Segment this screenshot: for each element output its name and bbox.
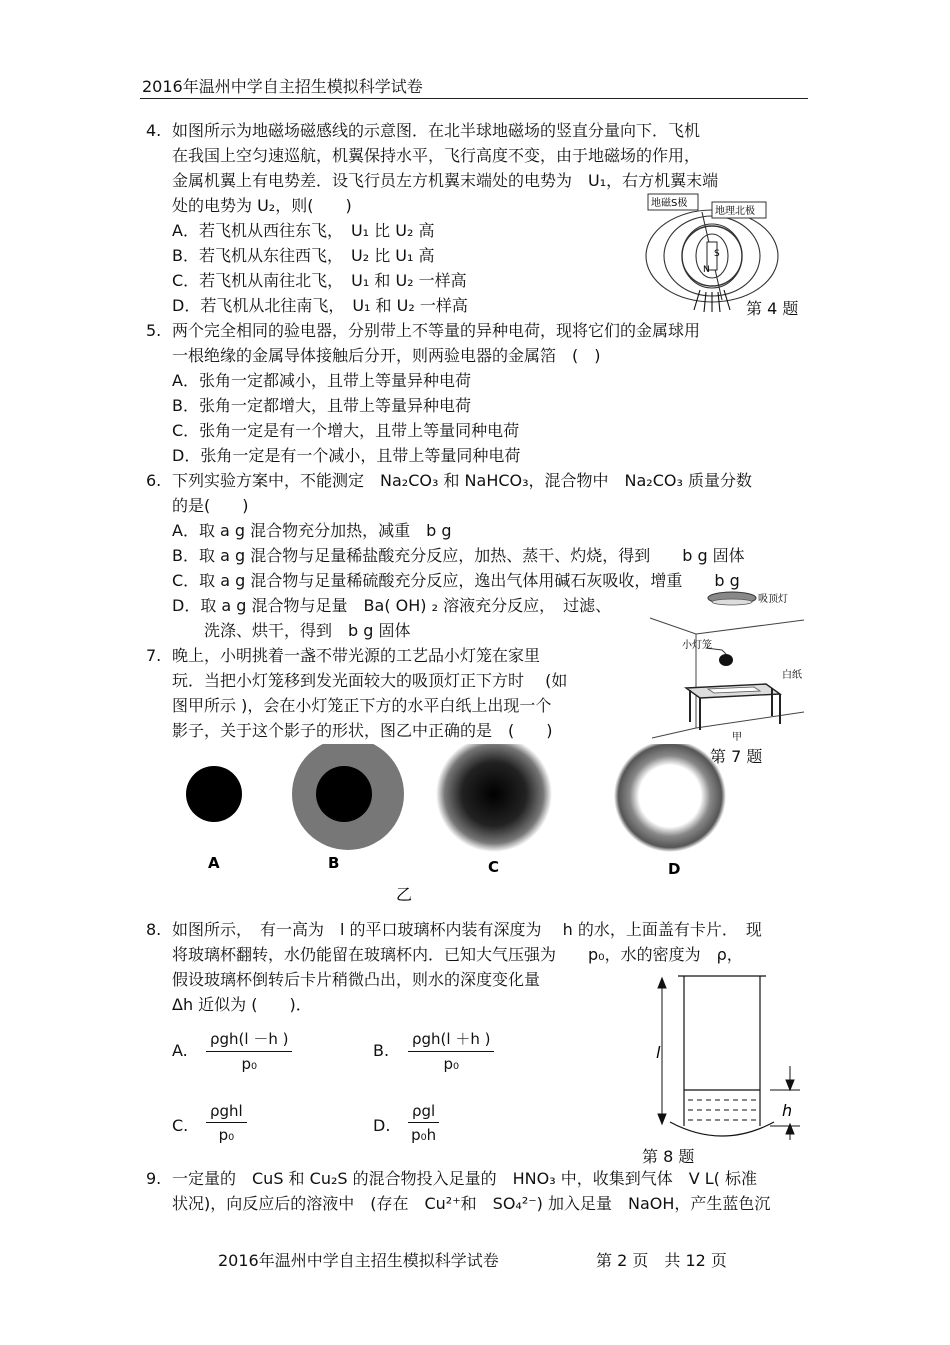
q4-option-a: A．若飞机从西往东飞， U₁ 比 U₂ 高	[172, 221, 435, 240]
q7-lantern-label: 小灯笼	[682, 640, 712, 651]
q5-line-2: 一根绝缘的金属导体接触后分开，则两验电器的金属箔 ( )	[172, 346, 601, 365]
q7-fig-yi: 乙	[396, 885, 413, 904]
footer-page-number: 第 2 页 共 12 页	[596, 1251, 727, 1270]
q6-option-b: B．取 a g 混合物与足量稀盐酸充分反应，加热、蒸干、灼烧，得到 b g 固体	[172, 546, 745, 565]
q8-l-label: l	[656, 1043, 661, 1062]
q7-figure-caption: 第 7 题	[710, 747, 763, 766]
q7-number: 7.	[146, 646, 162, 665]
q7-line-2: 玩．当把小灯笼移到发光面较大的吸顶灯正下方时 (如	[172, 671, 568, 690]
q5-number: 5.	[146, 321, 162, 340]
q8-option-d-letter: D.	[373, 1116, 391, 1135]
q8-option-a-numerator: ρgh(l －h )	[210, 1030, 289, 1048]
q4-option-d: D．若飞机从北往南飞， U₁ 和 U₂ 一样高	[172, 296, 468, 315]
q9-line-2: 状况)，向反应后的溶液中 (存在 Cu²⁺和 SO₄²⁻) 加入足量 NaOH，产生蓝色沉	[172, 1194, 771, 1213]
page-header-title: 2016年温州中学自主招生模拟科学试卷	[142, 77, 423, 96]
q8-option-a-denominator: p₀	[241, 1055, 257, 1073]
q8-line-1: 如图所示， 有一高为 l 的平口玻璃杯内装有深度为 h 的水，上面盖有卡片． 现	[172, 920, 762, 939]
q7-line-4: 影子，关于这个影子的形状，图乙中正确的是 ( )	[172, 721, 553, 740]
q8-option-a-fraction	[206, 1028, 292, 1073]
q8-glass-figure	[640, 966, 810, 1142]
q8-option-b-fraction	[408, 1028, 494, 1073]
q5-option-d: D．张角一定是有一个减小，且带上等量同种电荷	[172, 446, 521, 465]
q5-option-b: B．张角一定都增大，且带上等量异种电荷	[172, 396, 471, 415]
q6-option-a: A．取 a g 混合物充分加热，减重 b g	[172, 521, 452, 540]
q4-s-mark: S	[714, 249, 720, 259]
q6-option-c: C．取 a g 混合物与足量稀硫酸充分反应，逸出气体用碱石灰吸收，增重 b g	[172, 571, 740, 590]
shadow-label-a: A	[208, 854, 220, 872]
q5-option-c: C．张角一定是有一个增大，且带上等量同种电荷	[172, 421, 520, 440]
floor-edge-left	[652, 728, 696, 738]
q4-label-geo-north: 地理北极	[715, 206, 755, 217]
q8-h-label: h	[782, 1101, 793, 1120]
q7-lamp-label: 吸顶灯	[758, 594, 788, 605]
q4-line-4: 处的电势为 U₂，则( )	[172, 196, 352, 215]
q4-n-mark: N	[703, 265, 710, 275]
q8-line-4: Δh 近似为 ( )．	[172, 995, 312, 1014]
q4-figure-caption: 第 4 题	[746, 299, 799, 318]
q6-option-d: D．取 a g 混合物与足量 Ba( OH) ₂ 溶液充分反应， 过滤、	[172, 596, 612, 615]
q9-line-1: 一定量的 CuS 和 Cu₂S 的混合物投入足量的 HNO₃ 中，收集到气体 V L( 标准	[172, 1169, 757, 1188]
q6-line-1: 下列实验方案中，不能测定 Na₂CO₃ 和 NaHCO₃，混合物中 Na₂CO₃ 质量分数	[172, 471, 752, 490]
q8-option-a-letter: A.	[172, 1041, 188, 1060]
q4-line-1: 如图所示为地磁场磁感线的示意图．在北半球地磁场的竖直分量向下．飞机	[172, 121, 701, 140]
q5-option-a: A．张角一定都减小，且带上等量异种电荷	[172, 371, 471, 390]
q4-line-3: 金属机翼上有电势差．设飞行员左方机翼末端处的电势为 U₁，右方机翼末端	[172, 171, 719, 190]
q7-fig-jia: 甲	[732, 732, 742, 742]
q5-line-1: 两个完全相同的验电器，分别带上不等量的异种电荷，现将它们的金属球用	[172, 321, 701, 340]
shadow-option-c	[436, 744, 552, 852]
ceiling-edge-right	[696, 620, 804, 634]
header-rule	[140, 98, 808, 99]
q8-option-d-denominator: p₀h	[411, 1126, 437, 1144]
shadow-option-d	[614, 744, 726, 852]
ceiling-edge-left	[650, 618, 696, 634]
q4-option-c: C．若飞机从南往北飞， U₁ 和 U₂ 一样高	[172, 271, 467, 290]
footer-title: 2016年温州中学自主招生模拟科学试卷	[218, 1251, 499, 1270]
lantern	[719, 654, 733, 666]
q7-room-figure	[646, 588, 808, 742]
q4-line-2: 在我国上空匀速巡航，机翼保持水平，飞行高度不变，由于地磁场的作用，	[172, 146, 701, 165]
q7-paper-label: 白纸	[782, 670, 802, 681]
q8-option-d-fraction	[408, 1102, 439, 1144]
q8-option-b-letter: B.	[373, 1041, 390, 1060]
q6-option-d-cont: 洗涤、烘干，得到 b g 固体	[172, 621, 411, 640]
shadow-label-b: B	[328, 854, 340, 872]
floor-edge-right	[696, 712, 804, 728]
q6-line-2: 的是( )	[172, 496, 249, 515]
q7-line-1: 晚上，小明挑着一盏不带光源的工艺品小灯笼在家里	[172, 646, 541, 665]
shadow-label-d: D	[668, 860, 681, 878]
q9-number: 9.	[146, 1169, 162, 1188]
shadow-label-c: C	[488, 858, 500, 876]
q4-option-b: B．若飞机从东往西飞， U₂ 比 U₁ 高	[172, 246, 435, 265]
q7-shadow-figure	[174, 744, 740, 904]
q8-line-3: 假设玻璃杯倒转后卡片稍微凸出，则水的深度变化量	[172, 970, 541, 989]
q4-label-geo-s: 地磁S极	[651, 198, 688, 209]
q8-option-c-fraction	[206, 1102, 247, 1144]
q7-line-3: 图甲所示 )，会在小灯笼正下方的水平白纸上出现一个	[172, 696, 552, 715]
shadow-option-a	[186, 766, 242, 822]
q8-option-c-numerator: ρghl	[210, 1102, 243, 1120]
q8-figure-caption: 第 8 题	[642, 1147, 695, 1166]
q8-option-b-denominator: p₀	[443, 1055, 459, 1073]
bulging-card	[670, 1122, 774, 1136]
shadow-option-b-inner	[316, 766, 372, 822]
q8-option-d-numerator: ρgl	[412, 1102, 436, 1120]
q4-number: 4.	[146, 121, 162, 140]
q8-option-c-denominator: p₀	[218, 1126, 235, 1144]
q8-number: 8.	[146, 920, 162, 939]
q8-line-2: 将玻璃杯翻转，水仍能留在玻璃杯内．已知大气压强为 p₀，水的密度为 ρ，	[172, 945, 743, 964]
q8-option-c-letter: C.	[172, 1116, 189, 1135]
q6-number: 6.	[146, 471, 162, 490]
q8-option-b-numerator: ρgh(l ＋h )	[412, 1030, 491, 1048]
